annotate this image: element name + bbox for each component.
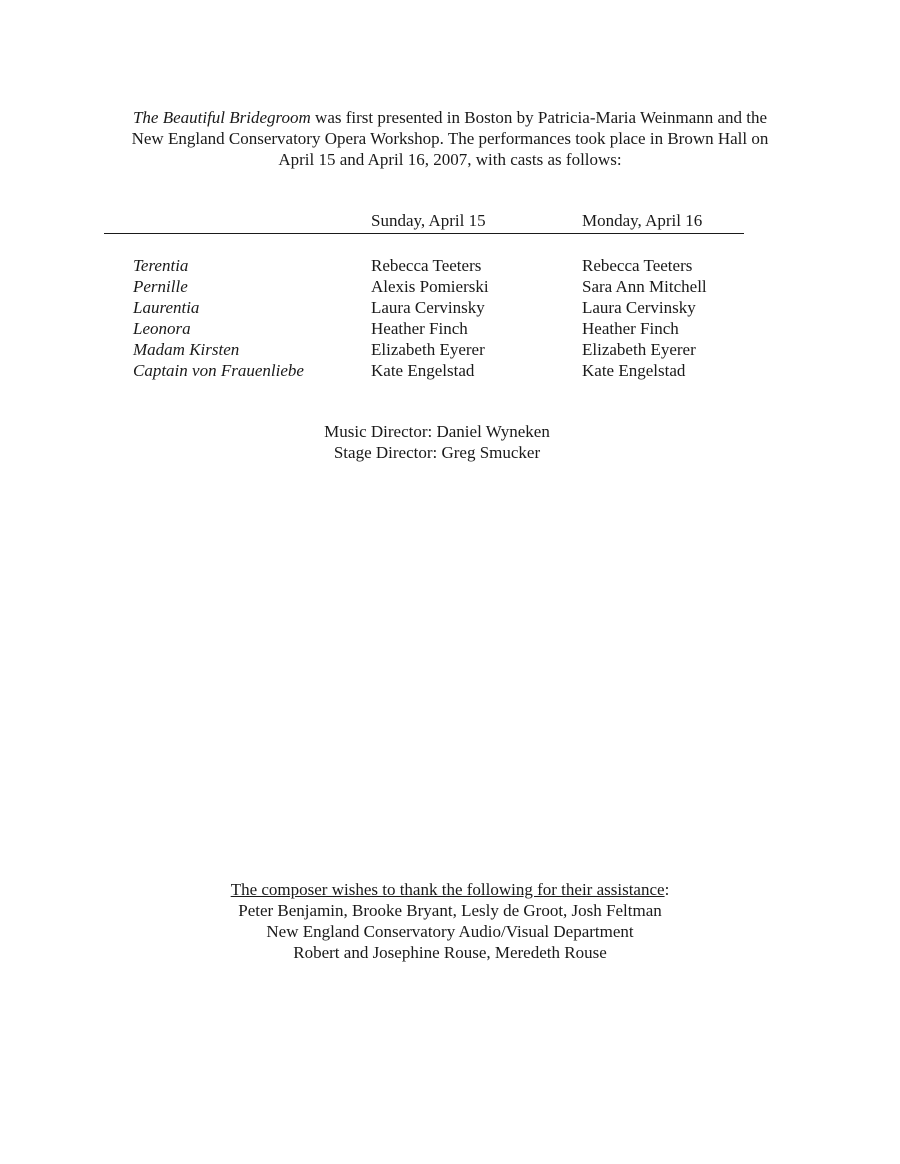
cast-row [133,339,753,360]
cast-row [133,360,753,381]
role-name: Leonora [133,319,191,338]
acknowledgement-line: Robert and Josephine Rouse, Meredeth Rouse [293,943,607,962]
performer-april-15: Kate Engelstad [371,361,475,380]
role-name: Terentia [133,256,189,275]
directors-credits [237,421,637,463]
performer-april-15: Elizabeth Eyerer [371,340,485,359]
intro-line-3: April 15 and April 16, 2007, with casts as follows: [278,150,622,169]
intro-line-2: New England Conservatory Opera Workshop. The performances took place in Brown Hall on [131,129,769,148]
role-name: Captain von Frauenliebe [133,361,304,380]
acknowledgements-heading-text: The composer wishes to thank the following for their assistance [230,880,665,899]
performer-april-15: Rebecca Teeters [371,256,482,275]
date-column-2: Monday, April 16 [582,211,703,230]
intro-line-1 [100,107,800,128]
role-name: Laurentia [133,298,200,317]
acknowledgement-line: New England Conservatory Audio/Visual Department [266,922,634,941]
intro-line-1-rest: was first presented in Boston by Patricia-Maria Weinmann and the [310,108,768,127]
cast-row [133,276,753,297]
cast-table-header [104,210,744,234]
role-name: Pernille [133,277,188,296]
performer-april-15: Laura Cervinsky [371,298,485,317]
stage-director: Stage Director: Greg Smucker [333,443,541,462]
performer-april-16: Laura Cervinsky [582,298,696,317]
music-director: Music Director: Daniel Wyneken [324,422,550,441]
acknowledgement-line: Peter Benjamin, Brooke Bryant, Lesly de Groot, Josh Feltman [238,901,662,920]
performer-april-15: Alexis Pomierski [371,277,489,296]
acknowledgements-heading [150,879,750,900]
cast-row [133,318,753,339]
performer-april-16: Kate Engelstad [582,361,686,380]
cast-row [133,297,753,318]
acknowledgements [150,879,750,963]
role-name: Madam Kirsten [133,340,240,359]
acknowledgements-heading-colon: : [664,880,670,899]
performer-april-15: Heather Finch [371,319,468,338]
cast-row [133,255,753,276]
intro-paragraph [100,107,800,170]
work-title: The Beautiful Bridegroom [132,108,311,127]
performer-april-16: Rebecca Teeters [582,256,693,275]
date-column-1: Sunday, April 15 [371,211,486,230]
performer-april-16: Heather Finch [582,319,679,338]
cast-table [133,255,753,381]
performer-april-16: Elizabeth Eyerer [582,340,696,359]
performer-april-16: Sara Ann Mitchell [582,277,707,296]
